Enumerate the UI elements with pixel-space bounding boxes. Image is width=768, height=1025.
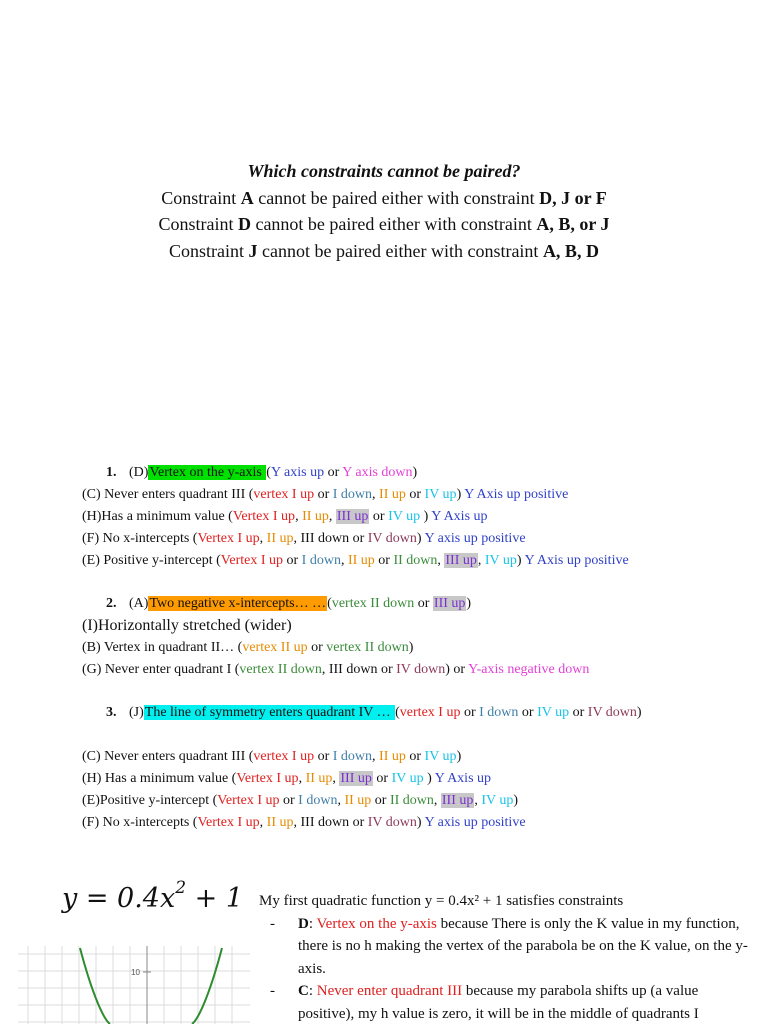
- constraint-reason: because There is only the K value in my function, there is no h making the vertex of the parabola be on the K value, on the y-axis.: [298, 916, 748, 977]
- constraint-text: , III down or: [294, 815, 368, 830]
- constraint-text: ): [637, 705, 642, 720]
- constraint-text: ): [513, 793, 518, 808]
- constraint-text: ): [457, 487, 465, 502]
- rule-letter: A: [241, 188, 254, 208]
- constraint-text: ): [517, 553, 525, 568]
- tick-label: 10: [131, 968, 140, 977]
- constraint-text: or: [314, 749, 333, 764]
- constraint-text: or: [280, 793, 299, 808]
- highlighted-text: III up: [339, 771, 373, 786]
- constraint-text: IV down: [368, 531, 417, 546]
- rule-targets: A, B, or J: [536, 214, 609, 234]
- constraint-line: [82, 550, 762, 572]
- rule-middle: cannot be paired either with constraint: [258, 241, 543, 261]
- constraint-text: or: [569, 705, 588, 720]
- constraint-text: or: [371, 793, 390, 808]
- constraint-text: II up: [379, 749, 406, 764]
- constraint-text: vertex II down: [239, 662, 321, 677]
- constraint-text: ,: [295, 509, 302, 524]
- constraint-text: IV down: [588, 705, 637, 720]
- constraint-text: ,: [478, 553, 485, 568]
- constraint-text: ,: [437, 553, 444, 568]
- constraint-line: [82, 790, 762, 812]
- constraint-text: ,: [329, 509, 336, 524]
- constraint-text: Y axis up positive: [425, 531, 526, 546]
- constraint-text: or: [375, 553, 394, 568]
- numbered-constraint: [82, 593, 762, 615]
- constraint-text: vertex II down: [326, 640, 408, 655]
- constraint-text: IV down: [368, 815, 417, 830]
- rule-targets: A, B, D: [543, 241, 599, 261]
- constraint-text: II down: [393, 553, 437, 568]
- rule-prefix: Constraint: [158, 214, 238, 234]
- constraint-group-1: [82, 462, 762, 572]
- constraint-text: vertex I up: [400, 705, 461, 720]
- constraint-text: (F) No x-intercepts (: [82, 815, 197, 830]
- rule-letter: D: [238, 214, 251, 234]
- constraint-text: Y axis up positive: [425, 815, 526, 830]
- constraint-text: (E)Positive y-intercept (: [82, 793, 217, 808]
- constraint-text: II up: [267, 531, 294, 546]
- constraint-letter: C: [298, 983, 309, 999]
- constraint-text: (H)Has a minimum value (: [82, 509, 233, 524]
- constraint-text: ,: [260, 531, 267, 546]
- constraint-text: ,: [372, 749, 379, 764]
- separator: :: [309, 916, 317, 932]
- rule-line: [0, 211, 768, 238]
- constraint-line: [82, 615, 762, 637]
- constraint-text: II up: [302, 509, 329, 524]
- constraint-group-3: [82, 702, 762, 834]
- constraint-line: [82, 812, 762, 834]
- constraint-text: Y Axis up positive: [525, 553, 629, 568]
- constraint-text: II up: [306, 771, 333, 786]
- constraint-text: II up: [348, 553, 375, 568]
- constraint-text: (C) Never enters quadrant III (: [82, 749, 253, 764]
- constraint-name: Vertex on the y-axis: [317, 916, 437, 932]
- constraint-text: , III down or: [294, 531, 368, 546]
- constraint-text: (C) Never enters quadrant III (: [82, 487, 253, 502]
- constraint-letter: D: [298, 916, 309, 932]
- constraint-text: ): [424, 771, 435, 786]
- constraint-text: ,: [299, 771, 306, 786]
- constraint-text: ): [466, 596, 471, 611]
- constraint-text: (: [395, 705, 400, 720]
- constraint-text: or: [518, 705, 537, 720]
- constraint-line: [82, 484, 762, 506]
- constraint-text: I down: [302, 553, 341, 568]
- constraint-text: (E) Positive y-intercept (: [82, 553, 221, 568]
- constraint-text: or: [314, 487, 333, 502]
- highlighted-text: The line of symmetry enters quadrant IV …: [144, 705, 395, 720]
- constraint-text: Y Axis up positive: [464, 487, 568, 502]
- constraint-text: Y Axis up: [431, 509, 487, 524]
- numbered-constraint: [82, 702, 762, 724]
- constraint-text: or: [369, 509, 388, 524]
- page-title: Which constraints cannot be paired?: [0, 158, 768, 185]
- constraint-text: II up: [344, 793, 371, 808]
- constraint-text: Vertex I up: [197, 815, 259, 830]
- constraint-text: (F) No x-intercepts (: [82, 531, 197, 546]
- constraint-text: Vertex I up: [221, 553, 283, 568]
- parabola-right-arm: [192, 948, 222, 1024]
- constraint-text: (A): [129, 596, 148, 611]
- constraint-text: ,: [474, 793, 481, 808]
- constraint-text: IV up: [388, 509, 420, 524]
- constraint-text: (: [327, 596, 332, 611]
- constraint-text: or: [283, 553, 302, 568]
- constraint-text: Y axis up: [271, 465, 324, 480]
- constraint-text: IV up: [425, 487, 457, 502]
- constraint-text: vertex II up: [242, 640, 307, 655]
- highlighted-text: III up: [336, 509, 370, 524]
- rule-line: [0, 238, 768, 265]
- numbered-constraint: [82, 462, 762, 484]
- constraint-text: or: [373, 771, 392, 786]
- constraint-text: (G) Never enter quadrant I (: [82, 662, 239, 677]
- constraint-text: I down: [333, 749, 372, 764]
- constraint-text: ,: [434, 793, 441, 808]
- explanation-item: [259, 980, 749, 1025]
- constraint-text: Vertex I up: [236, 771, 298, 786]
- constraint-text: II up: [267, 815, 294, 830]
- constraint-text: Vertex I up: [217, 793, 279, 808]
- rule-prefix: Constraint: [169, 241, 249, 261]
- item-number: 1.: [82, 462, 129, 484]
- constraint-text: ,: [341, 553, 348, 568]
- constraint-line: [82, 506, 762, 528]
- parabola-graph: [18, 946, 250, 1024]
- constraint-text: ) or: [445, 662, 468, 677]
- bullet-dash: -: [270, 980, 275, 1003]
- constraint-text: ): [413, 465, 418, 480]
- constraints-header: [0, 158, 768, 264]
- constraint-text: Y Axis up: [435, 771, 491, 786]
- constraint-text: ,: [372, 487, 379, 502]
- rule-targets: D, J or F: [539, 188, 607, 208]
- equation: [62, 878, 243, 914]
- equation-tail: + 1: [186, 883, 243, 914]
- rule-line: [0, 185, 768, 212]
- constraint-line: [82, 768, 762, 790]
- rule-prefix: Constraint: [161, 188, 241, 208]
- item-number: 2.: [82, 593, 129, 615]
- constraint-text: Y axis down: [342, 465, 412, 480]
- constraint-text: ,: [332, 771, 339, 786]
- constraint-text: or: [308, 640, 327, 655]
- constraint-text: vertex II down: [332, 596, 414, 611]
- constraint-line: [82, 724, 762, 746]
- separator: :: [309, 983, 317, 999]
- constraint-text: ): [417, 531, 425, 546]
- constraint-text: IV up: [485, 553, 517, 568]
- constraint-text: I down: [479, 705, 518, 720]
- constraint-text: vertex I up: [253, 487, 314, 502]
- highlighted-text: III up: [433, 596, 467, 611]
- constraint-text: IV up: [537, 705, 569, 720]
- constraint-text: ): [409, 640, 414, 655]
- explanation-list: [259, 913, 749, 1025]
- constraint-text: IV down: [396, 662, 445, 677]
- parabola-left-arm: [80, 948, 110, 1024]
- constraint-text: ): [417, 815, 425, 830]
- constraint-line: [82, 746, 762, 768]
- constraint-text: , III down or: [322, 662, 396, 677]
- equation-base: y = 0.4x: [62, 883, 175, 914]
- rule-letter: J: [249, 241, 258, 261]
- constraint-text: (J): [129, 705, 144, 720]
- constraint-text: IV up: [481, 793, 513, 808]
- highlighted-text: III up: [444, 553, 478, 568]
- constraint-name: Never enter quadrant III: [317, 983, 462, 999]
- constraint-text: IV up: [392, 771, 424, 786]
- constraint-text: II down: [390, 793, 434, 808]
- constraint-line: [82, 637, 762, 659]
- constraint-text: IV up: [425, 749, 457, 764]
- constraint-reason: because my parabola shifts up (a value positive), my h value is zero, it will be in the middle of quadrants I: [298, 983, 699, 1022]
- constraint-text: (D): [129, 465, 148, 480]
- explanation-item: [259, 913, 749, 981]
- constraint-text: ,: [337, 793, 344, 808]
- rule-middle: cannot be paired either with constraint: [254, 188, 539, 208]
- constraint-text: ,: [260, 815, 267, 830]
- constraint-text: vertex I up: [253, 749, 314, 764]
- highlighted-text: Two negative x-intercepts… …: [148, 596, 327, 611]
- constraint-text: (B) Vertex in quadrant II… (: [82, 640, 242, 655]
- constraint-text: Y-axis negative down: [468, 662, 589, 677]
- constraint-text: Vertex I up: [197, 531, 259, 546]
- constraint-text: (I)Horizontally stretched (wider): [82, 617, 292, 634]
- item-number: 3.: [82, 702, 129, 724]
- constraint-text: Vertex I up: [233, 509, 295, 524]
- constraint-text: ): [457, 749, 462, 764]
- constraint-text: or: [414, 596, 433, 611]
- constraint-text: ): [420, 509, 431, 524]
- rule-middle: cannot be paired either with constraint: [251, 214, 536, 234]
- constraint-text: II up: [379, 487, 406, 502]
- constraint-text: or: [460, 705, 479, 720]
- constraint-text: (: [266, 465, 271, 480]
- highlighted-text: III up: [441, 793, 475, 808]
- constraint-line: [82, 659, 762, 681]
- constraint-text: (H) Has a minimum value (: [82, 771, 236, 786]
- explanation-intro: My first quadratic function y = 0.4x² + 1 satisfies constraints: [259, 890, 749, 913]
- highlighted-text: Vertex on the y-axis: [148, 465, 266, 480]
- constraint-text: or: [406, 487, 425, 502]
- constraint-text: I down: [333, 487, 372, 502]
- constraint-line: [82, 528, 762, 550]
- constraint-text: or: [406, 749, 425, 764]
- bullet-dash: -: [270, 913, 275, 936]
- constraint-text: I down: [298, 793, 337, 808]
- constraint-group-2: [82, 593, 762, 681]
- equation-exponent: 2: [175, 878, 186, 898]
- constraint-text: or: [324, 465, 342, 480]
- explanation-block: [259, 890, 749, 1025]
